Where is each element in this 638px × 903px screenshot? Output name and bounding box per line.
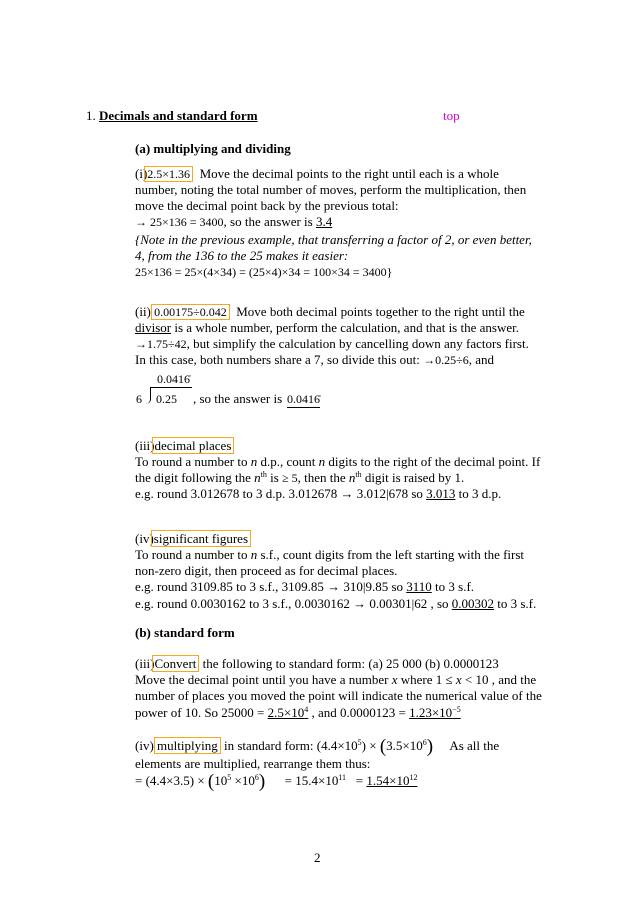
subsection-b-title: (b) standard form (135, 625, 235, 640)
highlight-box: significant figures (151, 530, 251, 547)
section-title: Decimals and standard form (99, 108, 258, 123)
item-i-line1: (i)2.5×1.36 Move the decimal points to the right until each is a whole (135, 166, 499, 181)
item-iv-line3: non-zero digit, then proceed as for decimal places. (135, 563, 398, 578)
page-number: 2 (314, 850, 321, 865)
top-link[interactable]: top (443, 108, 460, 123)
note-line2: 4, from the 136 to the 25 makes it easier: (135, 248, 349, 263)
item-iii-line3: the digit following the $n^{th}$ is ≥ 5, then the $n^{th}$ digit is raised by 1. (135, 470, 465, 485)
highlight-box: Convert (152, 655, 200, 672)
item-i-line3: move the decimal point back by the previous total: (135, 198, 399, 213)
multiply-line1: (iv) multiplying in standard form: $(4.4\times 10^5) \times (3.5\times 10^6)$ As all the (135, 736, 500, 757)
section-heading (86, 108, 258, 124)
answer: 3.013 (426, 486, 456, 501)
highlight-box: multiplying (154, 737, 221, 754)
highlight-box: decimal places (152, 437, 235, 454)
divisor: 6 (136, 392, 142, 406)
item-iii-line2: To round a number to n d.p., count n digits to the right of the decimal point. If (135, 454, 541, 469)
quotient: 0.0416̇ (157, 372, 190, 386)
note-line1: {Note in the previous example, that transferring a factor of 2, or even better, (135, 232, 532, 247)
subsection-a-title: (a) multiplying and dividing (135, 141, 291, 156)
multiply-line3: = $(4.4\times 3.5) \times (10^5 \times 10^6)$ = $15.4\times 10^{11}$ = $1.54\times 10^{12}$ (135, 771, 418, 792)
answer: 0.0416̇ (287, 392, 320, 406)
item-ii-line4: In this case, both numbers share a 7, so divide this out: →0.25÷6, and (135, 352, 494, 367)
section-number: 1. (86, 108, 96, 123)
convert-line4: power of 10. So $25000 = 2.5\times 10^4$ , and $0.0000123 = 1.23\times 10^{-5}$ (135, 705, 461, 720)
answer: 3110 (406, 579, 432, 594)
item-i-line4: → 25×136 = 3400, so the answer is 3.4 (135, 214, 333, 229)
highlight-box: 2.5×1.36 (144, 166, 193, 182)
convert-line2: Move the decimal point until you have a number x where 1 ≤ x < 10 , and the (135, 672, 537, 687)
item-iv-line5: e.g. round 0.0030162 to 3 s.f., 0.0030162 → 0.00301|62 , so 0.00302 to 3 s.f. (135, 596, 537, 611)
multiply-line2: elements are multiplied, rearrange them thus: (135, 756, 371, 771)
item-iv-line2: To round a number to n s.f., count digits from the left starting with the first (135, 547, 525, 562)
answer: 0.00302 (451, 596, 495, 611)
convert-line1: (iii)Convert the following to standard form: (a) 25 000 (b) 0.0000123 (135, 656, 499, 671)
item-iv-line1: (iv)significant figures (135, 531, 251, 547)
item-ii-line3: →1.75÷42, but simplify the calculation by cancelling down any factors first. (135, 336, 529, 351)
answer: 3.4 (315, 214, 333, 229)
item-iv-line4: e.g. round 3109.85 to 3 s.f., 3109.85 → 310|9.85 so 3110 to 3 s.f. (135, 579, 475, 594)
item-iii-line1: (iii)decimal places (135, 438, 234, 454)
note-line3: 25×136 = 25×(4×34) = (25×4)×34 = 100×34 = 3400} (135, 265, 393, 279)
dividend: 0.25 (156, 392, 177, 406)
convert-line3: number of places you moved the point will indicate the numerical value of the (135, 688, 542, 703)
item-ii-line2: divisor is a whole number, perform the calculation, and that is the answer. (135, 320, 519, 335)
highlight-box: 0.00175÷0.042 (151, 304, 230, 320)
answer-text: , so the answer is (193, 391, 283, 406)
item-iii-line4: e.g. round 3.012678 to 3 d.p. 3.012678 → 3.012|678 so 3.013 to 3 d.p. (135, 486, 502, 501)
item-ii-line1: (ii) 0.00175÷0.042 Move both decimal points together to the right until the (135, 304, 525, 319)
item-i-line2: number, noting the total number of moves, perform the multiplication, then (135, 182, 527, 197)
